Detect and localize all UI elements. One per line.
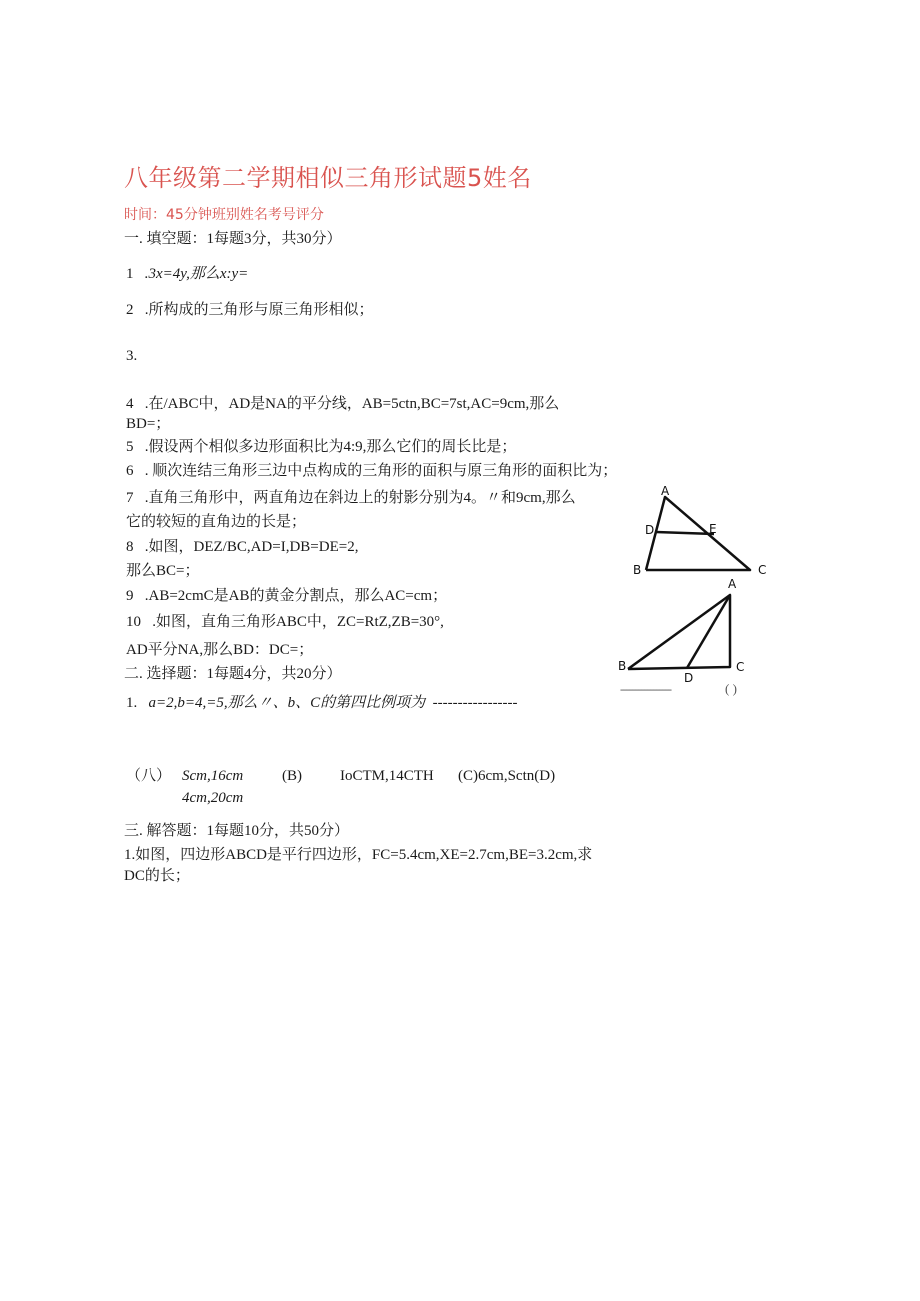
question-1-8-cont: 那么BC=；: [126, 563, 200, 579]
vertex-label-e: E: [709, 522, 717, 536]
question-2-1: [126, 693, 518, 713]
question-number: 6: [126, 463, 134, 479]
question-1-1: [126, 264, 248, 284]
question-text: .假设两个相似多边形面积比为4:9,那么它们的周长比是；: [144, 439, 517, 455]
question-number: 7: [126, 490, 134, 506]
vertex-label-c: C: [736, 660, 745, 674]
question-text: .3x=4y,那么x:y=: [144, 266, 249, 282]
question-1-7: [126, 488, 576, 508]
question-number: 4: [126, 396, 134, 412]
question-3-1-cont: DC的长；: [124, 868, 190, 884]
answer-blank: -----------------: [432, 695, 518, 711]
question-number: 10: [126, 614, 141, 630]
question-text: . 顺次连结三角形三边中点构成的三角形的面积与原三角形的面积比为；: [144, 463, 618, 479]
exam-info-line: 时间：45分钟班别姓名考号评分: [124, 207, 324, 223]
right-triangle-figure-bisector: [614, 575, 779, 685]
question-1-5: [126, 437, 516, 457]
question-text: .在/ABC中，AD是NA的平分线，AB=5ctn,BC=7st,AC=9cm,那么: [144, 396, 560, 412]
option-a-text: Scm,16cm: [182, 768, 244, 784]
question-text: a=2,b=4,=5,那么〃、b、C的第四比例项为: [148, 695, 426, 711]
question-text: .AB=2cmC是AB的黄金分割点，那么AC=cm；: [144, 588, 448, 604]
question-1-6: [126, 461, 617, 481]
question-text: .如图，直角三角形ABC中，ZC=RtZ,ZB=30°,: [152, 614, 444, 630]
option-c-text: (C)6cm,Sctn(D): [458, 768, 556, 784]
section1-heading: 一. 填空题：1每题3分，共30分）: [124, 231, 342, 247]
triangle-figure-de-parallel-bc: [625, 482, 785, 582]
vertex-label-d: D: [645, 523, 655, 537]
question-number: 2: [126, 302, 134, 318]
vertex-label-b: B: [633, 563, 642, 577]
question-1-3: [126, 346, 137, 366]
question-number: 3.: [126, 348, 138, 364]
question-1-2: [126, 300, 374, 320]
question-1-10-cont: AD平分NA,那么BD：DC=；: [126, 642, 314, 658]
bisector-ad: [687, 595, 730, 668]
section2-heading: 二. 选择题：1每题4分，共20分）: [124, 666, 342, 682]
figure-answer-blank: -----------------: [620, 682, 671, 696]
question-1-10: [126, 612, 444, 632]
question-number: 8: [126, 539, 134, 555]
vertex-label-a: A: [661, 484, 670, 498]
question-number: 1: [126, 266, 134, 282]
vertex-label-b: B: [618, 659, 627, 673]
question-1-7-cont: 它的较短的直角边的长是；: [126, 514, 307, 530]
question-1-4-cont: BD=；: [126, 416, 171, 432]
question-text: .如图，DEZ/BC,AD=I,DB=DE=2,: [144, 539, 359, 555]
question-1-9: [126, 586, 447, 606]
option-d-text: 4cm,20cm: [182, 790, 244, 806]
question-text: .所构成的三角形与原三角形相似；: [144, 302, 374, 318]
option-b-label: (B): [282, 768, 302, 784]
option-b-text: IoCTM,14CTH: [340, 768, 434, 784]
question-1-8: [126, 537, 358, 557]
answer-bracket: ( ): [725, 681, 737, 696]
vertex-label-c: C: [758, 563, 767, 577]
question-number: 9: [126, 588, 134, 604]
vertex-label-d: D: [684, 671, 694, 685]
question-number: 1.: [126, 695, 138, 711]
question-3-1: 1.如图，四边形ABCD是平行四边形，FC=5.4cm,XE=2.7cm,BE=3.2cm,求: [124, 847, 593, 863]
question-number: 5: [126, 439, 134, 455]
vertex-label-a: A: [728, 577, 737, 591]
triangle-abc-outline: [628, 595, 730, 669]
section3-heading: 三. 解答题：1每题10分，共50分）: [124, 823, 350, 839]
question-text: .直角三角形中，两直角边在斜边上的射影分别为4。〃和9cm,那么: [144, 490, 576, 506]
document-title: 八年级第二学期相似三角形试题5姓名: [124, 164, 532, 192]
option-a-label: （八）: [126, 768, 172, 784]
question-1-4: [126, 394, 559, 414]
